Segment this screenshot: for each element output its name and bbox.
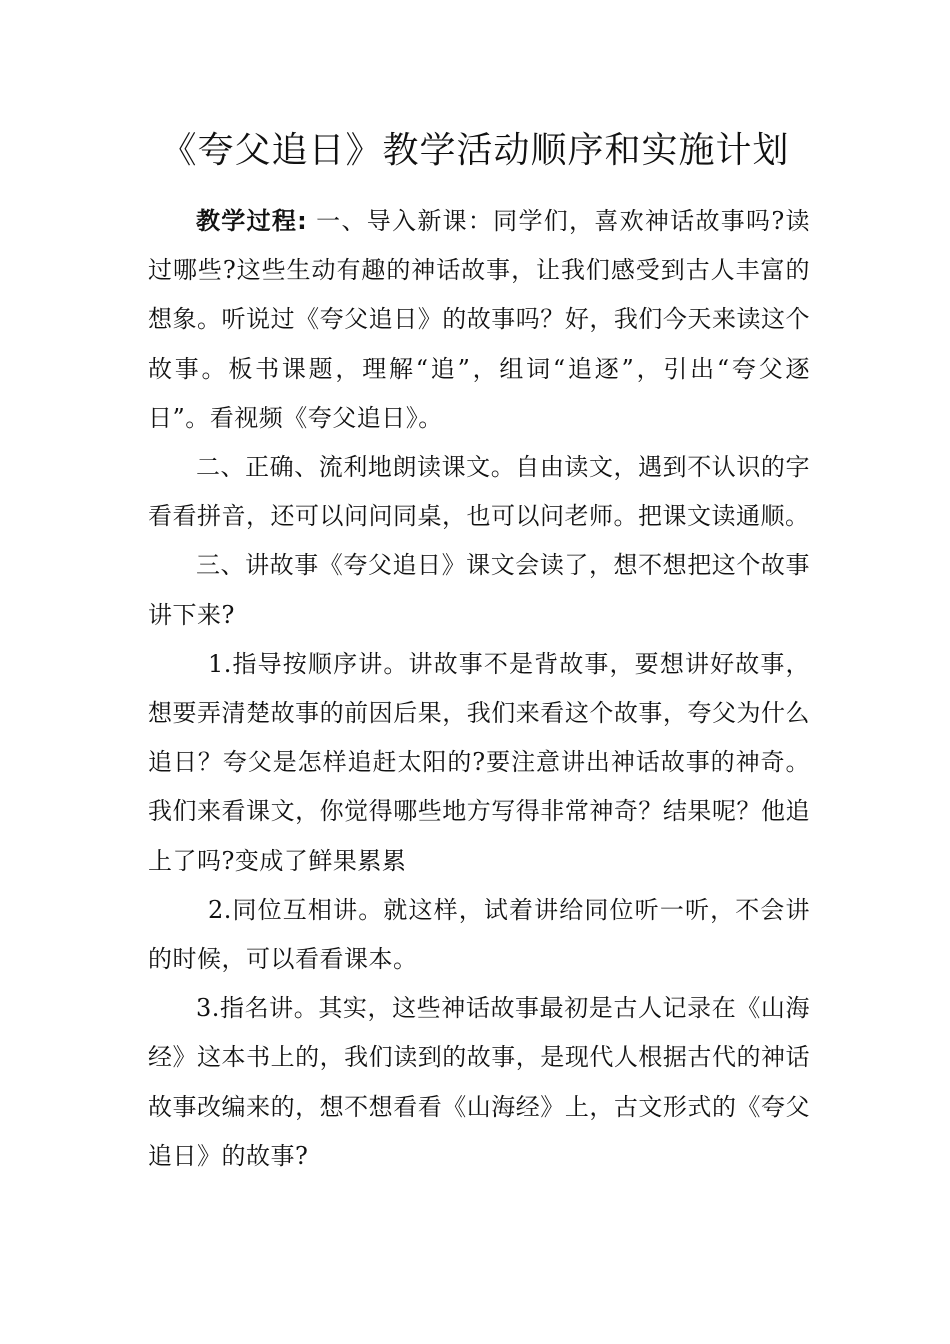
- paragraph-reading: 二、正确、流利地朗读课文。自由读文，遇到不认识的字看看拼音，还可以问问同桌，也可以问老师。把课文读通顺。: [148, 453, 810, 531]
- document-body: [148, 197, 810, 1181]
- teaching-process-label: 教学过程:: [196, 207, 308, 235]
- document-title: 《夸父追日》教学活动顺序和实施计划: [160, 130, 790, 171]
- paragraph-storytelling: 三、讲故事《夸父追日》课文会读了，想不想把这个故事讲下来?: [148, 551, 810, 629]
- paragraph-step-1: 1.指导按顺序讲。讲故事不是背故事，要想讲好故事，想要弄清楚故事的前因后果，我们来看这个故事，夸父为什么追日？夸父是怎样追赶太阳的?要注意讲出神话故事的神奇。我们来看课文，你觉得哪些地方写得非常神奇？结果呢？他追上了吗?变成了鲜果累累: [148, 649, 810, 875]
- paragraph-intro: [148, 197, 810, 443]
- paragraph-intro-text: 一、导入新课：同学们，喜欢神话故事吗?读过哪些?这些生动有趣的神话故事，让我们感受到古人丰富的想象。听说过《夸父追日》的故事吗？好，我们今天来读这个故事。板书课题，理解“追”，组词“追逐”，引出“夸父逐日”。看视频《夸父追日》。: [148, 207, 810, 432]
- paragraph-step-3: 3.指名讲。其实，这些神话故事最初是古人记录在《山海经》这本书上的，我们读到的故事，是现代人根据古代的神话故事改编来的，想不想看看《山海经》上，古文形式的《夸父追日》的故事?: [148, 994, 810, 1170]
- paragraph-step-2: 2.同位互相讲。就这样，试着讲给同位听一听，不会讲的时候，可以看看课本。: [148, 895, 810, 974]
